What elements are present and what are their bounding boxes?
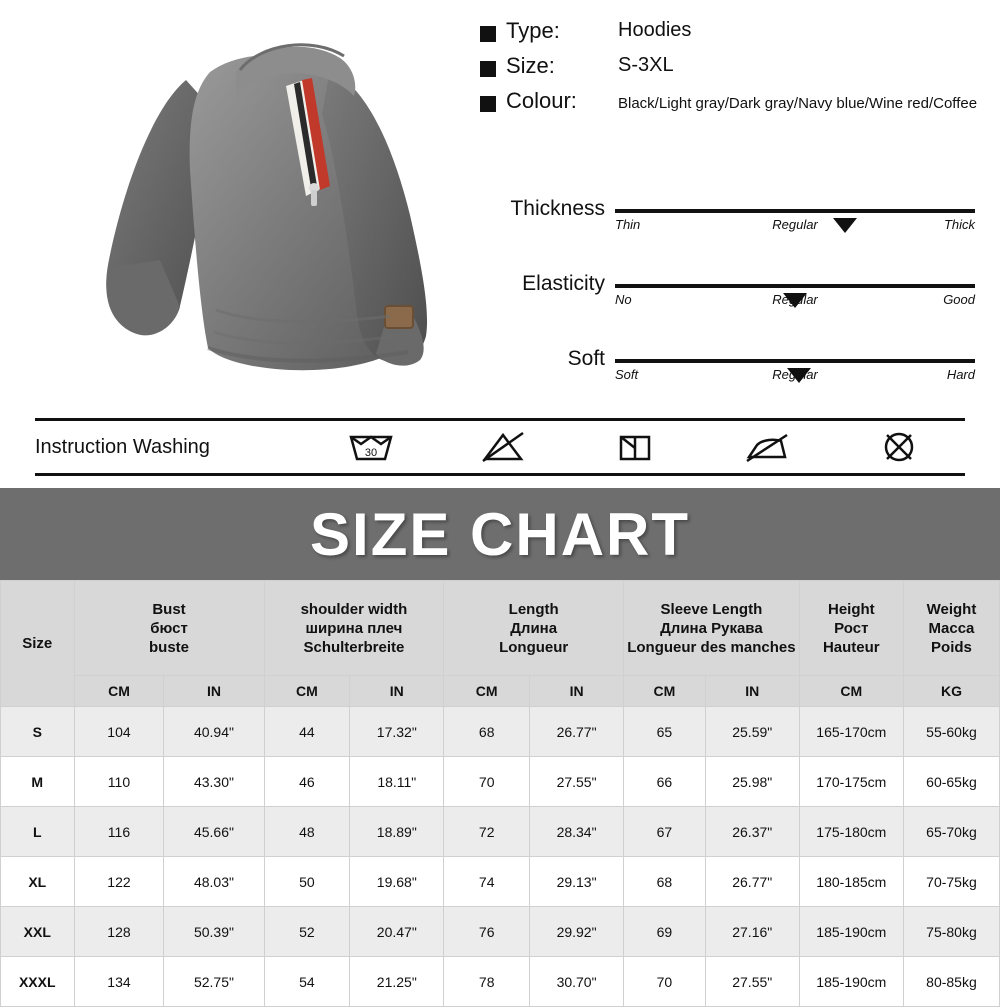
tumble-dry-icon bbox=[609, 427, 661, 467]
slider-elasticity-label: Elasticity bbox=[522, 272, 605, 295]
row-size: M bbox=[1, 757, 75, 807]
slider-thickness bbox=[470, 185, 980, 260]
unit-shoulder-in: IN bbox=[350, 676, 444, 707]
cell: 19.68" bbox=[350, 857, 444, 907]
unit-length-in: IN bbox=[530, 676, 624, 707]
slider-elasticity-tick-right: Good bbox=[943, 292, 975, 307]
cell: 54 bbox=[264, 957, 350, 1007]
col-header-sleeve-l3: Longueur des manches bbox=[627, 638, 796, 656]
cell: 76 bbox=[444, 907, 530, 957]
cell: 104 bbox=[74, 707, 164, 757]
cell: 180-185cm bbox=[799, 857, 903, 907]
divider-bottom bbox=[35, 473, 965, 476]
cell: 70-75kg bbox=[903, 857, 999, 907]
cell: 70 bbox=[624, 957, 706, 1007]
cell: 55-60kg bbox=[903, 707, 999, 757]
product-image bbox=[40, 0, 470, 415]
col-header-weight-l3: Poids bbox=[931, 638, 972, 656]
col-header-size: Size bbox=[1, 581, 75, 707]
slider-soft-track bbox=[615, 359, 975, 363]
slider-thickness-label: Thickness bbox=[510, 197, 605, 220]
col-header-height-l3: Hauteur bbox=[822, 638, 880, 656]
table-row bbox=[1, 907, 1000, 957]
cell: 28.34" bbox=[530, 807, 624, 857]
cell: 185-190cm bbox=[799, 907, 903, 957]
slider-thickness-tick-left: Thin bbox=[615, 217, 641, 232]
do-not-iron-icon bbox=[741, 427, 793, 467]
washing-icon-row bbox=[305, 427, 965, 467]
col-header-length-l3: Longueur bbox=[499, 638, 569, 656]
cell: 170-175cm bbox=[799, 757, 903, 807]
cell: 27.55" bbox=[705, 957, 799, 1007]
do-not-dry-clean-icon bbox=[873, 427, 925, 467]
row-size: XXL bbox=[1, 907, 75, 957]
cell: 68 bbox=[624, 857, 706, 907]
cell: 66 bbox=[624, 757, 706, 807]
unit-shoulder-cm: CM bbox=[264, 676, 350, 707]
slider-elasticity-track bbox=[615, 284, 975, 288]
col-header-bust-l3: buste bbox=[149, 638, 190, 656]
spec-list bbox=[480, 18, 980, 123]
wash-30-icon bbox=[345, 427, 397, 467]
cell: 116 bbox=[74, 807, 164, 857]
col-header-bust-l2: бюст bbox=[150, 619, 188, 637]
cell: 65 bbox=[624, 707, 706, 757]
cell: 165-170cm bbox=[799, 707, 903, 757]
cell: 75-80kg bbox=[903, 907, 999, 957]
spec-value-type: Hoodies bbox=[618, 19, 692, 41]
product-overview bbox=[0, 0, 1000, 459]
cell: 26.77" bbox=[705, 857, 799, 907]
cell: 45.66" bbox=[164, 807, 264, 857]
col-header-shoulder-l3: Schulterbreite bbox=[303, 638, 405, 656]
spec-value-colour: Black/Light gray/Dark gray/Navy blue/Wine red/Coffee bbox=[618, 95, 978, 112]
col-header-sleeve-l2: Длина Рукава bbox=[660, 619, 763, 637]
slider-soft-tick-left: Soft bbox=[615, 367, 639, 382]
sweater-illustration bbox=[90, 10, 430, 380]
attribute-sliders bbox=[470, 185, 980, 410]
spec-row-size bbox=[480, 53, 980, 79]
spec-value-size: S-3XL bbox=[618, 54, 674, 76]
unit-sleeve-in: IN bbox=[705, 676, 799, 707]
cell: 26.37" bbox=[705, 807, 799, 857]
col-header-shoulder bbox=[264, 581, 444, 676]
unit-sleeve-cm: CM bbox=[624, 676, 706, 707]
cell: 44 bbox=[264, 707, 350, 757]
cell: 30.70" bbox=[530, 957, 624, 1007]
cell: 128 bbox=[74, 907, 164, 957]
table-row bbox=[1, 707, 1000, 757]
cell: 80-85kg bbox=[903, 957, 999, 1007]
cell: 40.94" bbox=[164, 707, 264, 757]
cell: 50 bbox=[264, 857, 350, 907]
col-header-weight-l1: Weight bbox=[926, 600, 977, 618]
cell: 43.30" bbox=[164, 757, 264, 807]
slider-soft bbox=[470, 335, 980, 410]
cell: 50.39" bbox=[164, 907, 264, 957]
spec-label-type: Type: bbox=[506, 18, 560, 43]
col-header-sleeve bbox=[624, 581, 800, 676]
col-header-length-l2: Длина bbox=[510, 619, 558, 637]
row-size: L bbox=[1, 807, 75, 857]
spec-row-colour bbox=[480, 88, 980, 114]
cell: 29.13" bbox=[530, 857, 624, 907]
cell: 78 bbox=[444, 957, 530, 1007]
cell: 72 bbox=[444, 807, 530, 857]
slider-elasticity-tick-left: No bbox=[615, 292, 632, 307]
slider-thickness-track bbox=[615, 209, 975, 213]
col-header-sleeve-l1: Sleeve Length bbox=[660, 600, 763, 618]
slider-soft-tick-right: Hard bbox=[946, 367, 975, 382]
size-chart-title: SIZE CHART bbox=[310, 500, 690, 568]
table-row bbox=[1, 957, 1000, 1007]
cell: 25.98" bbox=[705, 757, 799, 807]
cell: 74 bbox=[444, 857, 530, 907]
col-header-length-l1: Length bbox=[508, 600, 559, 618]
cell: 60-65kg bbox=[903, 757, 999, 807]
cell: 48 bbox=[264, 807, 350, 857]
spec-label-colour: Colour: bbox=[506, 88, 577, 113]
cell: 27.16" bbox=[705, 907, 799, 957]
cell: 185-190cm bbox=[799, 957, 903, 1007]
svg-text:30: 30 bbox=[364, 447, 378, 459]
slider-elasticity-tick-mid: Regular bbox=[772, 292, 818, 307]
cell: 46 bbox=[264, 757, 350, 807]
row-size: S bbox=[1, 707, 75, 757]
slider-soft-label: Soft bbox=[567, 347, 605, 370]
unit-bust-in: IN bbox=[164, 676, 264, 707]
slider-soft-tick-mid: Regular bbox=[772, 367, 818, 382]
cell: 122 bbox=[74, 857, 164, 907]
unit-length-cm: CM bbox=[444, 676, 530, 707]
slider-elasticity bbox=[470, 260, 980, 335]
cell: 18.11" bbox=[350, 757, 444, 807]
size-chart-banner bbox=[0, 488, 1000, 580]
bullet-square-icon bbox=[480, 96, 496, 112]
cell: 52.75" bbox=[164, 957, 264, 1007]
col-header-shoulder-l1: shoulder width bbox=[300, 600, 408, 618]
cell: 20.47" bbox=[350, 907, 444, 957]
washing-instructions bbox=[35, 418, 965, 476]
washing-title: Instruction Washing bbox=[35, 435, 210, 458]
slider-thickness-tick-right: Thick bbox=[943, 217, 975, 232]
col-header-height-l2: Рост bbox=[834, 619, 869, 637]
cell: 134 bbox=[74, 957, 164, 1007]
cell: 67 bbox=[624, 807, 706, 857]
cell: 29.92" bbox=[530, 907, 624, 957]
col-header-height bbox=[799, 581, 903, 676]
unit-height-cm: CM bbox=[799, 676, 903, 707]
cell: 69 bbox=[624, 907, 706, 957]
cell: 25.59" bbox=[705, 707, 799, 757]
unit-bust-cm: CM bbox=[74, 676, 164, 707]
cell: 70 bbox=[444, 757, 530, 807]
table-row bbox=[1, 857, 1000, 907]
cell: 17.32" bbox=[350, 707, 444, 757]
do-not-bleach-icon bbox=[477, 427, 529, 467]
size-chart-section bbox=[0, 488, 1000, 1007]
cell: 65-70kg bbox=[903, 807, 999, 857]
col-header-bust-l1: Bust bbox=[152, 600, 186, 618]
bullet-square-icon bbox=[480, 26, 496, 42]
size-chart-table bbox=[0, 580, 1000, 1007]
cell: 68 bbox=[444, 707, 530, 757]
cell: 110 bbox=[74, 757, 164, 807]
col-header-bust bbox=[74, 581, 264, 676]
spec-label-size: Size: bbox=[506, 53, 555, 78]
col-header-weight bbox=[903, 581, 999, 676]
col-header-weight-l2: Macca bbox=[928, 619, 975, 637]
slider-thickness-tick-mid: Regular bbox=[772, 217, 818, 232]
cell: 26.77" bbox=[530, 707, 624, 757]
cell: 27.55" bbox=[530, 757, 624, 807]
bullet-square-icon bbox=[480, 61, 496, 77]
cell: 175-180cm bbox=[799, 807, 903, 857]
col-header-length bbox=[444, 581, 624, 676]
row-size: XXXL bbox=[1, 957, 75, 1007]
unit-weight-kg: KG bbox=[903, 676, 999, 707]
slider-thickness-marker bbox=[833, 218, 857, 233]
cell: 21.25" bbox=[350, 957, 444, 1007]
row-size: XL bbox=[1, 857, 75, 907]
cell: 48.03" bbox=[164, 857, 264, 907]
size-chart-body bbox=[1, 707, 1000, 1007]
cell: 18.89" bbox=[350, 807, 444, 857]
col-header-height-l1: Height bbox=[827, 600, 875, 618]
spec-row-type bbox=[480, 18, 980, 44]
col-header-shoulder-l2: ширина плеч bbox=[305, 619, 403, 637]
table-row bbox=[1, 757, 1000, 807]
table-row bbox=[1, 807, 1000, 857]
cell: 52 bbox=[264, 907, 350, 957]
